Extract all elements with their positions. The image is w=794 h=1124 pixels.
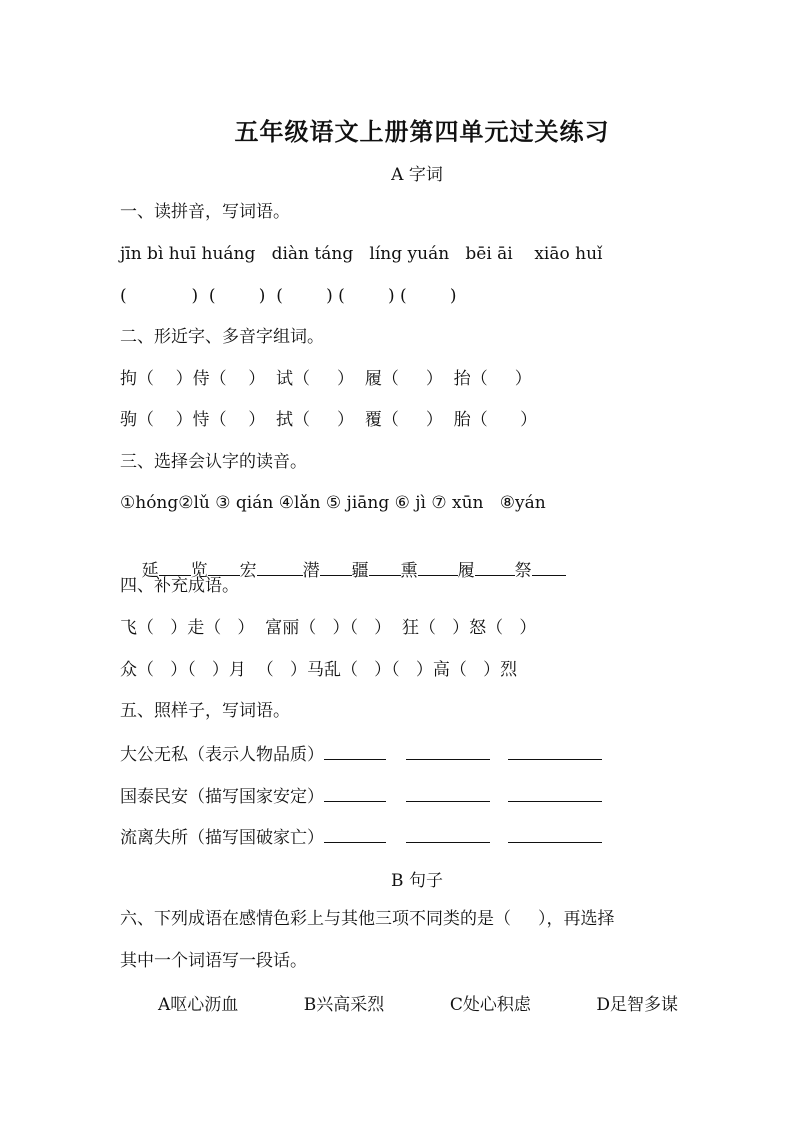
- q5-row: [120, 783, 602, 809]
- section-b-heading: B 句子: [391, 871, 443, 891]
- page-title: 五年级语文上册第四单元过关练习: [234, 117, 610, 146]
- answer-blank[interactable]: [508, 741, 602, 760]
- answer-blank[interactable]: [324, 824, 386, 843]
- answer-blank[interactable]: [324, 741, 386, 760]
- answer-blank[interactable]: [532, 557, 566, 576]
- q5-row: [120, 824, 602, 850]
- choice-b[interactable]: B兴高采烈: [303, 995, 385, 1015]
- q4-row-2: 众（ ）（ ）月 （ ）马乱（ ）（ ）高（ ）烈: [120, 660, 518, 680]
- q6-line-2: 其中一个词语写一段话。: [120, 951, 307, 971]
- q3-pinyin-options: ①hóng②lǔ ③ qián ④lǎn ⑤ jiāng ⑥ jì ⑦ xūn ⑧yán: [120, 493, 546, 513]
- q3-char: 宏: [239, 561, 257, 581]
- q3-heading: 三、选择会认字的读音。: [120, 452, 307, 472]
- choice-c[interactable]: C处心积虑: [449, 995, 531, 1015]
- q5-row: [120, 741, 602, 767]
- q1-pinyin: jīn bì huī huáng diàn táng líng yuán bēi āi xiāo huǐ: [120, 244, 603, 264]
- answer-blank[interactable]: [369, 557, 401, 576]
- answer-blank[interactable]: [406, 741, 490, 760]
- answer-blank[interactable]: [406, 824, 490, 843]
- q1-answer-brackets: ( ) ( ) ( ) ( ) ( ): [120, 286, 457, 306]
- answer-blank[interactable]: [320, 557, 352, 576]
- section-a-heading: A 字词: [391, 165, 443, 185]
- choice-d[interactable]: D足智多谋: [596, 995, 678, 1015]
- answer-blank[interactable]: [406, 783, 490, 802]
- q4-heading: 四、补充成语。: [120, 576, 239, 596]
- q4-row-1: 飞（ ）走（ ） 富丽（ ）（ ） 狂（ ）怒（ ）: [120, 618, 537, 638]
- answer-blank[interactable]: [508, 783, 602, 802]
- q3-char: 览: [190, 561, 208, 581]
- q2-heading: 二、形近字、多音字组词。: [120, 327, 324, 347]
- q5-example: 大公无私（表示人物品质）: [120, 745, 324, 765]
- q3-char: 熏: [400, 561, 418, 581]
- choice-a[interactable]: A呕心沥血: [158, 995, 239, 1015]
- q3-char: 疆: [351, 561, 369, 581]
- answer-blank[interactable]: [324, 783, 386, 802]
- q1-heading: 一、读拼音，写词语。: [120, 202, 290, 222]
- answer-blank[interactable]: [257, 557, 303, 576]
- q5-heading: 五、照样子，写词语。: [120, 701, 290, 721]
- answer-blank[interactable]: [475, 557, 515, 576]
- q6-choices: [158, 990, 678, 1015]
- answer-blank[interactable]: [508, 824, 602, 843]
- q5-example: 流离失所（描写国破家亡）: [120, 828, 324, 848]
- q6-line-1: 六、下列成语在感情色彩上与其他三项不同类的是（ ），再选择: [120, 909, 615, 929]
- q3-char: 延: [141, 561, 159, 581]
- q3-char: 潜: [302, 561, 320, 581]
- q3-char: 祭: [514, 561, 532, 581]
- q2-row-2: 驹（ ）恃（ ） 拭（ ） 覆（ ） 胎（ ）: [120, 410, 538, 430]
- q2-row-1: 拘（ ）侍（ ） 试（ ） 履（ ） 抬（ ）: [120, 369, 532, 389]
- q5-example: 国泰民安（描写国家安定）: [120, 787, 324, 807]
- q3-char: 履: [457, 561, 475, 581]
- answer-blank[interactable]: [418, 557, 458, 576]
